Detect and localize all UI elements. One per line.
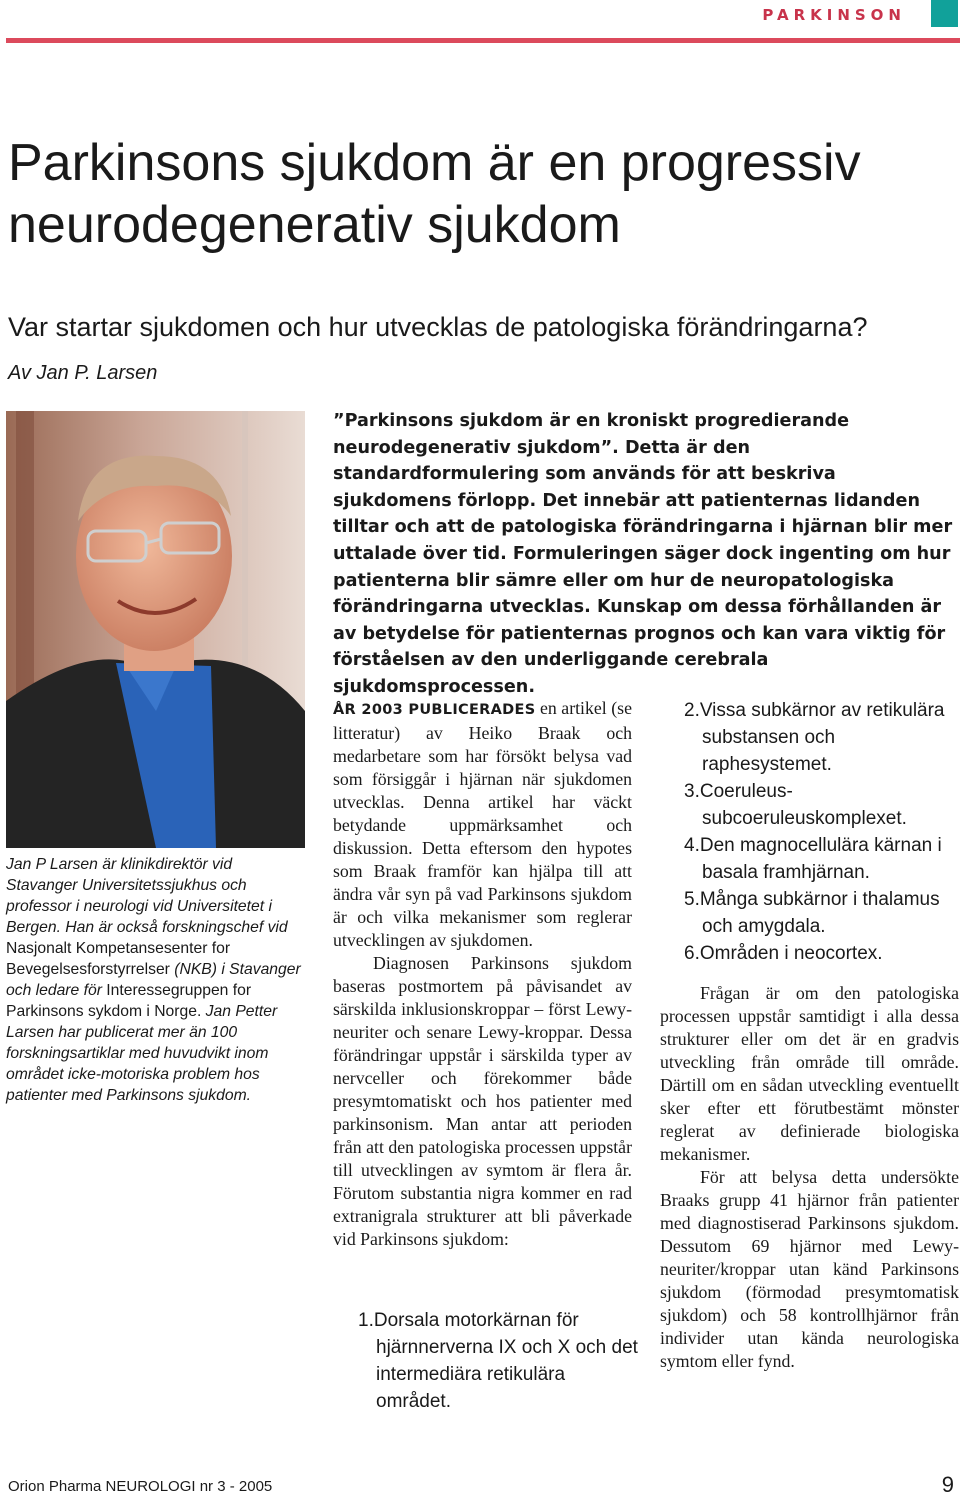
structure-list-part-1 [358,1307,638,1415]
caption-part-4: Interessegruppen for Parkinsons sykdom i Norge. [6,982,252,1020]
section-color-block [931,0,958,27]
article-byline: Av Jan P. Larsen [8,362,158,384]
header-rule [6,38,960,43]
page-number: 9 [941,1472,954,1497]
body-paragraph-3: Frågan är om den patologiska processen uppstår samtidigt i alla dessa strukturer eller om det är en gradvis utveckling från område till område. Därtill om en sådan utveckling eventuellt sker efter ett förutbestämt mönster reglerat av definierade biologiska mekanismer. [660,983,959,1164]
list-item: 3.Coeruleus-subcoeruleuskomplexet. [684,781,907,829]
body-paragraph-4: För att belysa detta undersökte Braaks grupp 41 hjärnor från patienter med diagnostiserad Parkinsons sjukdom. Dessutom 69 hjärnor med Lewy-neuriter/kroppar utan känd Parkinsons sjukdom (förmodad presymtomatisk sjukdom) och 58 kontrollhjärnor från individer utan kända neurologiska symtom eller fynd. [660,1167,959,1371]
body-column-3 [660,982,959,1373]
body-column-2 [333,697,632,1251]
structure-list-part-2 [684,697,960,967]
footer-publication: Orion Pharma NEUROLOGI nr 3 - 2005 [8,1478,273,1495]
author-photo [6,411,305,848]
list-item: 1.Dorsala motorkärnan för hjärnnerverna IX och X och det intermediära retikulära området. [358,1310,638,1412]
body-paragraph-2: Diagnosen Parkinsons sjukdom baseras postmortem på påvisandet av särskilda inklusionskroppar – först Lewy-neuriter och senare Lewy-kroppar. Dessa förändringar uppstår i särskilda typer av nervceller och förekommer både presymtomatiskt och hos patienter med parkinsonism. Man antar att perioden från att den patologiska processen uppstår till utvecklingen av symtom är flera år. Förutom substantia nigra kommer en rad extranigrala strukturer att bli påverkade vid Parkinsons sjukdom: [333,953,632,1249]
caption-part-5: Jan Petter Larsen har publicerat mer än 100 forskningsartiklar med huvudvikt inom området icke-motoriska problem hos patienter med Parkinsons sjukdom. [6,1003,278,1104]
lead-paragraph: ”Parkinsons sjukdom är en kroniskt progredierande neurodegenerativ sjukdom”. Detta är den standardformulering som används för att beskriva sjukdomens förlopp. Det innebär att patienternas lidanden tilltar och att de patologiska förändringarna i hjärnan blir mer uttalade över tid. Formuleringen säger dock ingenting om hur patienterna blir sämre eller om hur de neuropatologiska förändringarna utvecklas. Kunskap om dessa förhållanden är av betydelse för patienternas prognos och kan vara viktig för förståelsen av den underliggande cerebrala sjukdomsprocessen. [333,411,953,697]
run-in-heading: ÅR 2003 PUBLICERADES [333,702,536,718]
body-paragraph-1-text: en artikel (se litteratur) av Heiko Braak och medarbetare som har försökt belysa vad som försiggår i hjärnan när sjukdomen utvecklas. Denna artikel har väckt betydande uppmärksamhet och diskussion. Detta eftersom den hypotes som Braak framför kan hjälpa till att ändra vår syn på vad Parkinsons sjukdom är och vilka mekanismer som reglerar utvecklingen av sjukdomen. [333,698,632,950]
list-item: 6.Områden i neocortex. [684,943,883,964]
photo-caption [6,854,306,1106]
list-item: 5.Många subkärnor i thalamus och amygdala. [684,889,940,937]
caption-part-1: Jan P Larsen är klinikdirektör vid Stavanger Universitetssjukhus och professor i neurologi vid Universitetet i Bergen. Han är också forskningschef vid [6,856,288,936]
list-item: 2.Vissa subkärnor av retikulära substansen och raphesystemet. [684,700,945,775]
caption-part-3: (NKB) i Stavanger och ledare för [6,961,301,999]
article-title: Parkinsons sjukdom är en progressiv neurodegenerativ sjukdom [8,134,861,254]
list-item: 4.Den magnocellulära kärnan i basala framhjärnan. [684,835,942,883]
section-label: PARKINSON [762,6,906,24]
article-subtitle: Var startar sjukdomen och hur utvecklas de patologiska förändringarna? [8,312,868,342]
body-paragraph-1 [333,697,632,952]
caption-part-2: Nasjonalt Kompetansesenter for Bevegelsesforstyrrelser [6,940,231,978]
